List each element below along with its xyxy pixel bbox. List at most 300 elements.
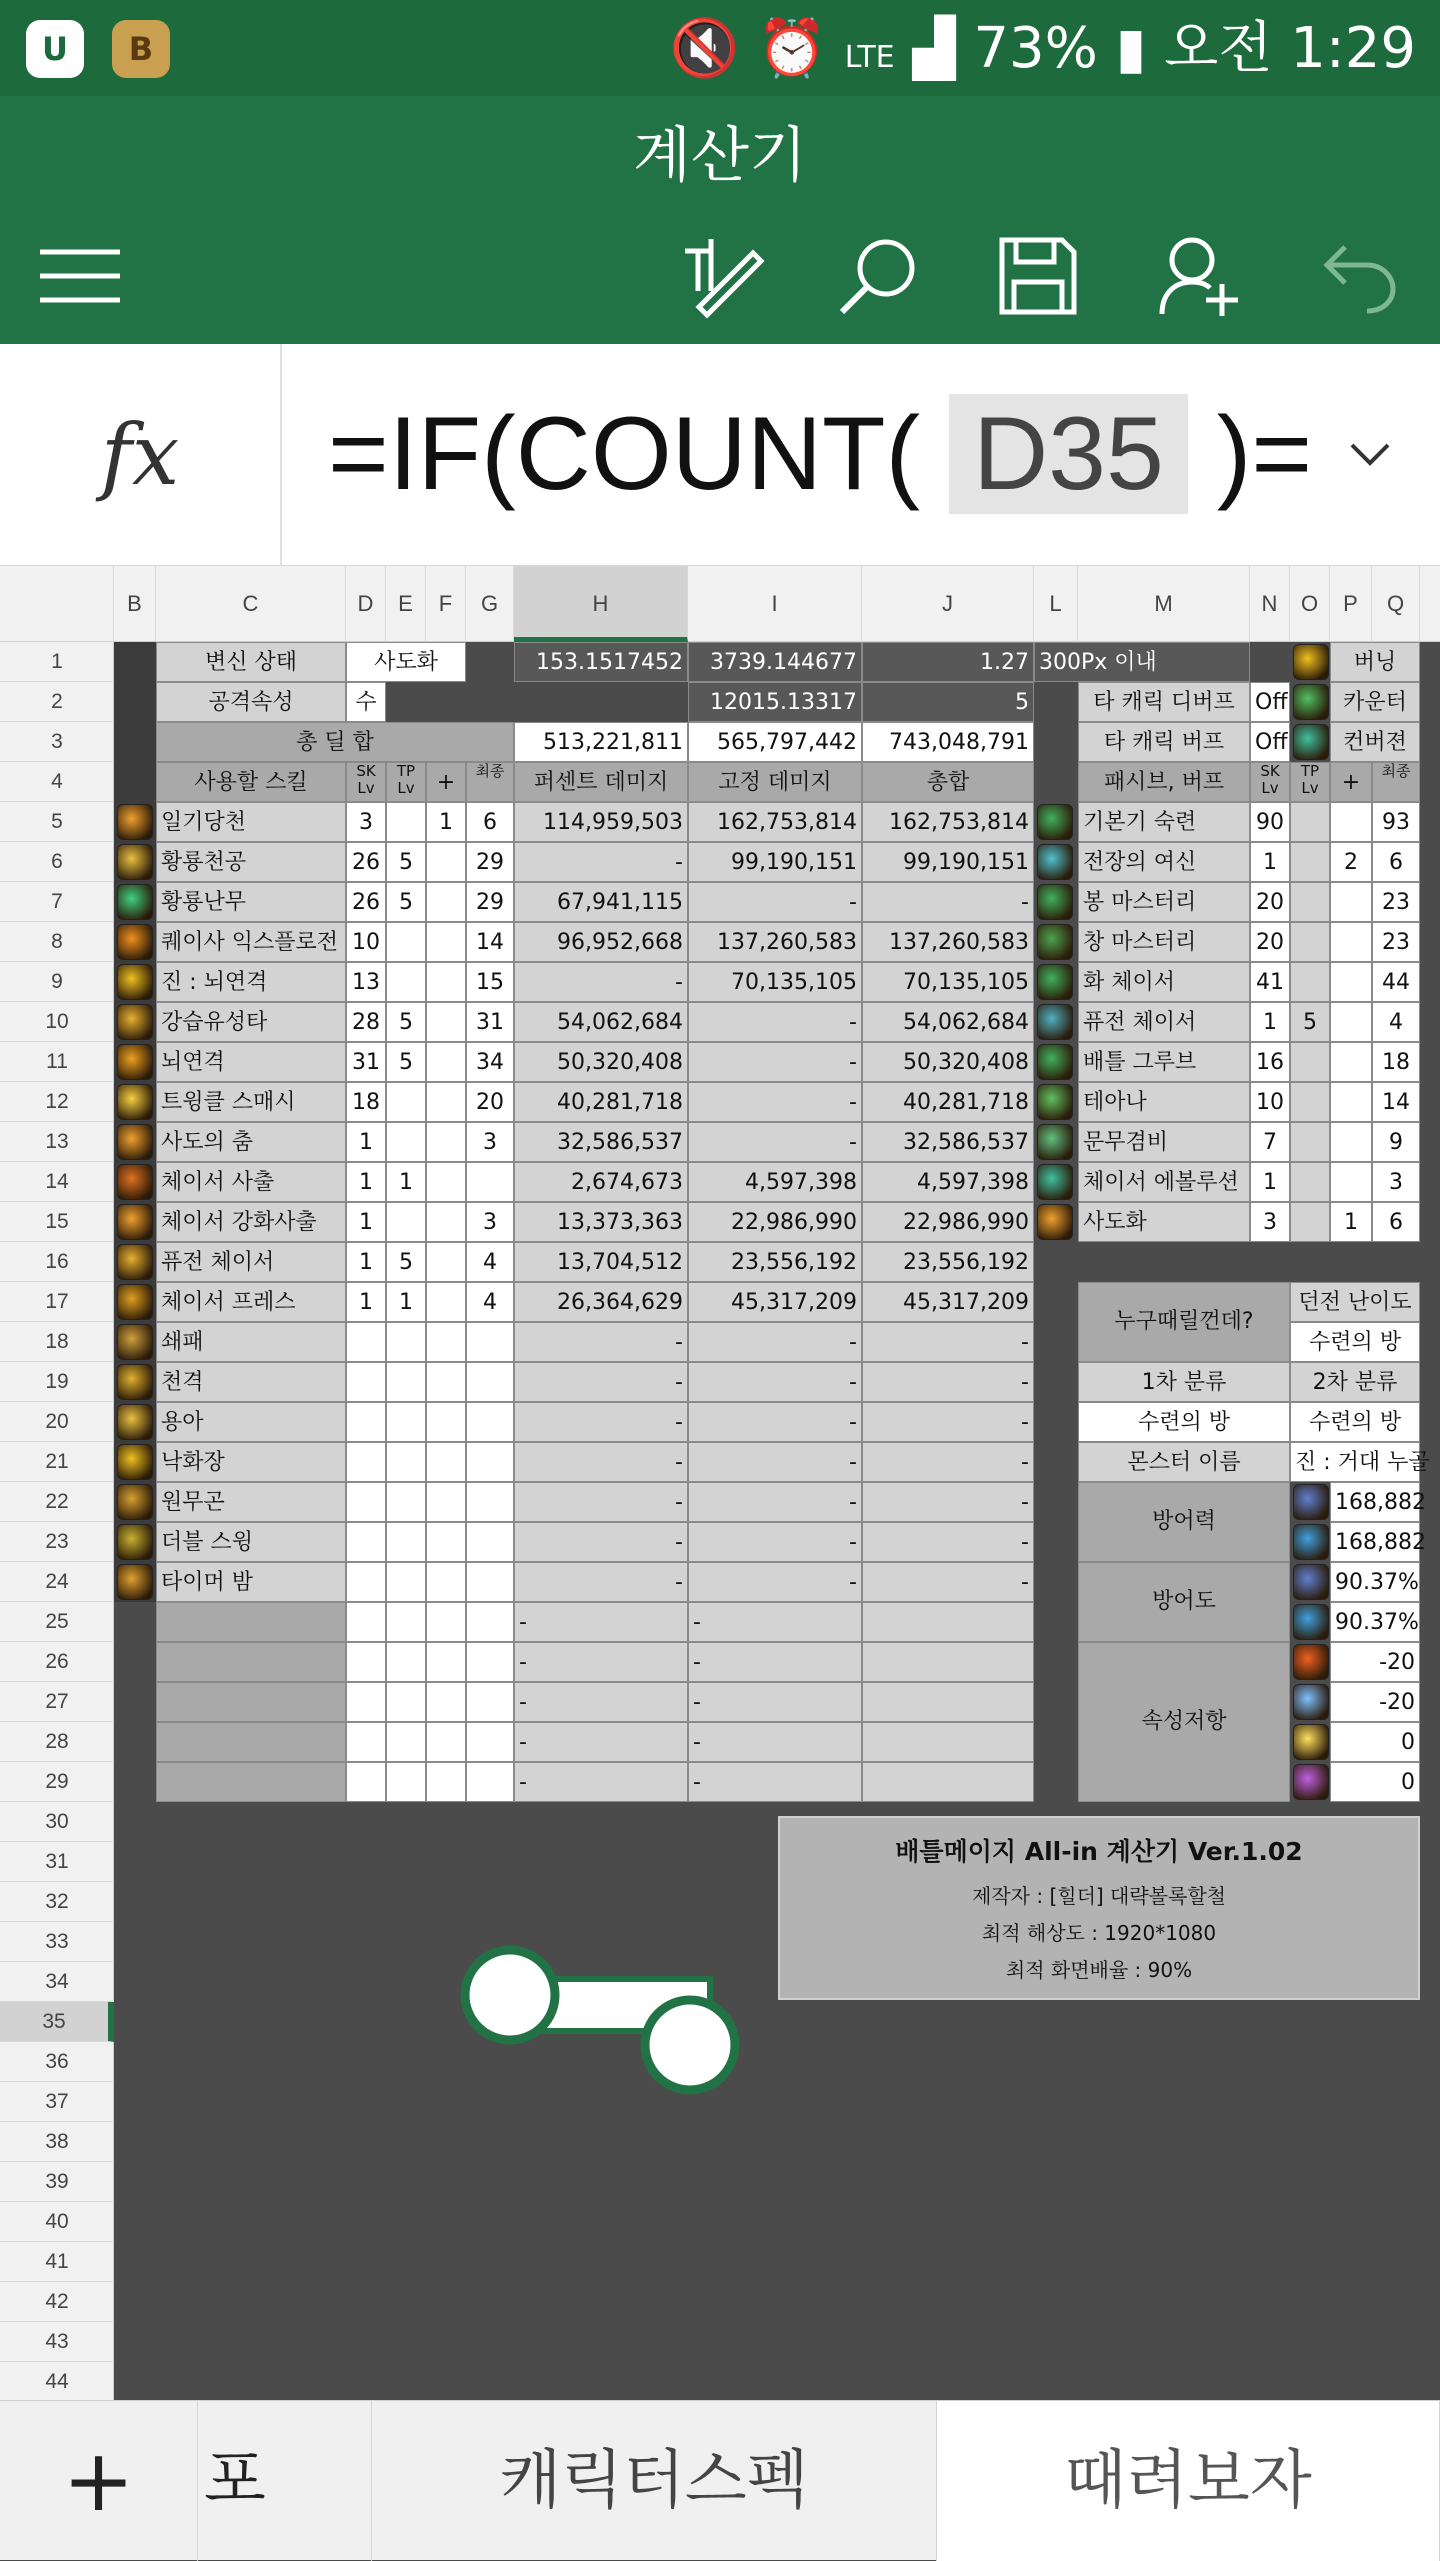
passive-sk-level[interactable]: 20	[1250, 882, 1290, 922]
skill-total-damage[interactable]: 70,135,105	[862, 962, 1034, 1002]
skill-percent-damage[interactable]: -	[514, 1562, 688, 1602]
row-header-41[interactable]: 41	[0, 2242, 114, 2282]
skill-final[interactable]: 20	[466, 1082, 514, 1122]
empty-cell[interactable]	[386, 1682, 426, 1722]
row-header-1[interactable]: 1	[0, 642, 114, 682]
row-header-6[interactable]: 6	[0, 842, 114, 882]
skill-name[interactable]: 체이서 프레스	[156, 1282, 346, 1322]
passive-tp-level[interactable]: 5	[1290, 1002, 1330, 1042]
debuff-label[interactable]: 타 캐릭 디버프	[1078, 682, 1250, 722]
skill-total-damage[interactable]: 137,260,583	[862, 922, 1034, 962]
passive-name[interactable]: 퓨전 체이서	[1078, 1002, 1250, 1042]
passive-plus[interactable]: 1	[1330, 1202, 1372, 1242]
target-question[interactable]: 누구때릴껀데?	[1078, 1282, 1290, 1362]
physical-defense-rate-value[interactable]: 90.37%	[1330, 1562, 1420, 1602]
skill-name[interactable]: 쇄패	[156, 1322, 346, 1362]
skill-tp-level[interactable]	[386, 1362, 426, 1402]
skill-final[interactable]: 6	[466, 802, 514, 842]
skill-fixed-damage[interactable]: -	[688, 1082, 862, 1122]
skill-plus[interactable]	[426, 882, 466, 922]
skill-fixed-damage[interactable]: -	[688, 1522, 862, 1562]
skill-plus[interactable]	[426, 1202, 466, 1242]
total-damage[interactable]: 743,048,791	[862, 722, 1034, 762]
skill-fixed-damage[interactable]: -	[688, 1002, 862, 1042]
empty-fixed[interactable]: -	[688, 1682, 862, 1722]
empty-fixed[interactable]: -	[688, 1722, 862, 1762]
passive-plus[interactable]	[1330, 1002, 1372, 1042]
skill-total-damage[interactable]: 50,320,408	[862, 1042, 1034, 1082]
passive-sk-level[interactable]: 41	[1250, 962, 1290, 1002]
skill-percent-damage[interactable]: 96,952,668	[514, 922, 688, 962]
passive-final[interactable]: 18	[1372, 1042, 1420, 1082]
cell-i2[interactable]: 12015.13317	[688, 682, 862, 722]
skill-total-damage[interactable]: -	[862, 1482, 1034, 1522]
skill-plus[interactable]: 1	[426, 802, 466, 842]
empty-percent[interactable]: -	[514, 1722, 688, 1762]
row-header-2[interactable]: 2	[0, 682, 114, 722]
skill-total-damage[interactable]: -	[862, 1402, 1034, 1442]
passive-plus[interactable]	[1330, 1122, 1372, 1162]
fire-resist-value[interactable]: -20	[1330, 1642, 1420, 1682]
passive-name[interactable]: 사도화	[1078, 1202, 1250, 1242]
column-header-g[interactable]: G	[466, 566, 514, 642]
physical-defense-value[interactable]: 168,882	[1330, 1482, 1420, 1522]
skill-tp-level[interactable]: 5	[386, 1042, 426, 1082]
passive-final[interactable]: 23	[1372, 922, 1420, 962]
skill-sk-level[interactable]: 31	[346, 1042, 386, 1082]
skill-name[interactable]: 사도의 춤	[156, 1122, 346, 1162]
skill-plus[interactable]	[426, 1042, 466, 1082]
skill-sk-level[interactable]: 26	[346, 882, 386, 922]
skill-fixed-damage[interactable]: -	[688, 1562, 862, 1602]
skill-total-damage[interactable]: 99,190,151	[862, 842, 1034, 882]
passive-sk-level[interactable]: 20	[1250, 922, 1290, 962]
row-header-18[interactable]: 18	[0, 1322, 114, 1362]
row-header-10[interactable]: 10	[0, 1002, 114, 1042]
row-header-5[interactable]: 5	[0, 802, 114, 842]
row-header-43[interactable]: 43	[0, 2322, 114, 2362]
defense-rate-label[interactable]: 방어도	[1078, 1562, 1290, 1642]
empty-skill[interactable]	[156, 1602, 346, 1642]
passive-plus[interactable]: 2	[1330, 842, 1372, 882]
passive-sk-level[interactable]: 90	[1250, 802, 1290, 842]
skill-plus[interactable]	[426, 1082, 466, 1122]
passive-final[interactable]: 9	[1372, 1122, 1420, 1162]
column-header-h[interactable]: H	[514, 566, 688, 642]
empty-cell[interactable]	[386, 1642, 426, 1682]
passive-tp-level[interactable]	[1290, 962, 1330, 1002]
row-header-34[interactable]: 34	[0, 1962, 114, 2002]
search-icon[interactable]	[818, 216, 938, 336]
skill-final[interactable]: 4	[466, 1282, 514, 1322]
skill-sk-level[interactable]	[346, 1322, 386, 1362]
transform-status-label[interactable]: 변신 상태	[156, 642, 346, 682]
passive-sk-header[interactable]: SK Lv	[1250, 762, 1290, 802]
light-resist-value[interactable]: 0	[1330, 1722, 1420, 1762]
magic-defense-value[interactable]: 168,882	[1330, 1522, 1420, 1562]
column-header-m[interactable]: M	[1078, 566, 1250, 642]
distance-label[interactable]: 300Px 이내	[1034, 642, 1250, 682]
skill-total-damage[interactable]: -	[862, 1522, 1034, 1562]
column-header-b[interactable]: B	[114, 566, 156, 642]
skill-plus[interactable]	[426, 1282, 466, 1322]
skill-percent-damage[interactable]: 114,959,503	[514, 802, 688, 842]
skill-final[interactable]	[466, 1322, 514, 1362]
cell-j1[interactable]: 1.27	[862, 642, 1034, 682]
passive-sk-level[interactable]: 1	[1250, 1162, 1290, 1202]
skill-fixed-damage[interactable]: 45,317,209	[688, 1282, 862, 1322]
skill-header[interactable]: 사용할 스킬	[156, 762, 346, 802]
skill-plus[interactable]	[426, 842, 466, 882]
passive-final[interactable]: 6	[1372, 1202, 1420, 1242]
column-header-p[interactable]: P	[1330, 566, 1372, 642]
skill-name[interactable]: 용아	[156, 1402, 346, 1442]
skill-plus[interactable]	[426, 1162, 466, 1202]
row-header-22[interactable]: 22	[0, 1482, 114, 1522]
row-header-15[interactable]: 15	[0, 1202, 114, 1242]
row-header-28[interactable]: 28	[0, 1722, 114, 1762]
skill-total-damage[interactable]: -	[862, 1562, 1034, 1602]
skill-name[interactable]: 체이서 강화사출	[156, 1202, 346, 1242]
skill-total-damage[interactable]: 4,597,398	[862, 1162, 1034, 1202]
category2-value[interactable]: 수련의 방	[1290, 1402, 1420, 1442]
row-header-23[interactable]: 23	[0, 1522, 114, 1562]
empty-skill[interactable]	[156, 1682, 346, 1722]
empty-fixed[interactable]: -	[688, 1642, 862, 1682]
skill-sk-level[interactable]	[346, 1402, 386, 1442]
empty-cell[interactable]	[386, 1602, 426, 1642]
skill-tp-level[interactable]	[386, 1482, 426, 1522]
category2-label[interactable]: 2차 분류	[1290, 1362, 1420, 1402]
skill-final[interactable]: 29	[466, 882, 514, 922]
skill-percent-damage[interactable]: 40,281,718	[514, 1082, 688, 1122]
empty-cell[interactable]	[426, 1722, 466, 1762]
skill-final[interactable]	[466, 1482, 514, 1522]
skill-percent-damage[interactable]: 13,704,512	[514, 1242, 688, 1282]
passive-sk-level[interactable]: 7	[1250, 1122, 1290, 1162]
total-percent-damage[interactable]: 513,221,811	[514, 722, 688, 762]
row-header-13[interactable]: 13	[0, 1122, 114, 1162]
passive-tp-level[interactable]	[1290, 922, 1330, 962]
skill-percent-damage[interactable]: 26,364,629	[514, 1282, 688, 1322]
row-header-44[interactable]: 44	[0, 2362, 114, 2402]
skill-sk-level[interactable]	[346, 1442, 386, 1482]
passive-sk-level[interactable]: 16	[1250, 1042, 1290, 1082]
row-header-32[interactable]: 32	[0, 1882, 114, 1922]
skill-fixed-damage[interactable]: -	[688, 1042, 862, 1082]
skill-final[interactable]: 4	[466, 1242, 514, 1282]
row-header-3[interactable]: 3	[0, 722, 114, 762]
row-header-14[interactable]: 14	[0, 1162, 114, 1202]
skill-percent-damage[interactable]: 32,586,537	[514, 1122, 688, 1162]
skill-percent-damage[interactable]: -	[514, 1522, 688, 1562]
empty-percent[interactable]: -	[514, 1682, 688, 1722]
skill-name[interactable]: 타이머 밤	[156, 1562, 346, 1602]
skill-sk-level[interactable]: 26	[346, 842, 386, 882]
row-header-26[interactable]: 26	[0, 1642, 114, 1682]
skill-fixed-damage[interactable]: 162,753,814	[688, 802, 862, 842]
empty-cell[interactable]	[386, 1762, 426, 1802]
skill-fixed-damage[interactable]: -	[688, 882, 862, 922]
empty-cell[interactable]	[466, 1682, 514, 1722]
skill-tp-level[interactable]	[386, 1522, 426, 1562]
total-header[interactable]: 총합	[862, 762, 1034, 802]
skill-tp-level[interactable]	[386, 1122, 426, 1162]
skill-plus[interactable]	[426, 1402, 466, 1442]
skill-percent-damage[interactable]: 13,373,363	[514, 1202, 688, 1242]
skill-name[interactable]: 황룡천공	[156, 842, 346, 882]
skill-tp-level[interactable]	[386, 1082, 426, 1122]
passive-plus[interactable]	[1330, 962, 1372, 1002]
row-header-38[interactable]: 38	[0, 2122, 114, 2162]
selection-handles[interactable]	[460, 1945, 760, 2105]
skill-fixed-damage[interactable]: 23,556,192	[688, 1242, 862, 1282]
skill-tp-level[interactable]	[386, 1402, 426, 1442]
empty-percent[interactable]: -	[514, 1602, 688, 1642]
skill-sk-level[interactable]: 1	[346, 1162, 386, 1202]
total-damage-label[interactable]: 총 딜 합	[156, 722, 514, 762]
row-header-24[interactable]: 24	[0, 1562, 114, 1602]
skill-tp-level[interactable]: 1	[386, 1282, 426, 1322]
skill-sk-level[interactable]	[346, 1482, 386, 1522]
skill-tp-level[interactable]	[386, 922, 426, 962]
skill-total-damage[interactable]: -	[862, 1442, 1034, 1482]
row-header-30[interactable]: 30	[0, 1802, 114, 1842]
magic-defense-rate-value[interactable]: 90.37%	[1330, 1602, 1420, 1642]
row-header-4[interactable]: 4	[0, 762, 114, 802]
transform-status-value[interactable]: 사도화	[346, 642, 466, 682]
row-header-27[interactable]: 27	[0, 1682, 114, 1722]
total-fixed-damage[interactable]: 565,797,442	[688, 722, 862, 762]
skill-final[interactable]	[466, 1522, 514, 1562]
row-header-37[interactable]: 37	[0, 2082, 114, 2122]
passive-sk-level[interactable]: 1	[1250, 842, 1290, 882]
passive-tp-header[interactable]: TP Lv	[1290, 762, 1330, 802]
skill-total-damage[interactable]: 22,986,990	[862, 1202, 1034, 1242]
passive-sk-level[interactable]: 1	[1250, 1002, 1290, 1042]
skill-fixed-damage[interactable]: -	[688, 1402, 862, 1442]
skill-name[interactable]: 낙화장	[156, 1442, 346, 1482]
skill-tp-level[interactable]: 5	[386, 1002, 426, 1042]
empty-percent[interactable]: -	[514, 1642, 688, 1682]
passive-tp-level[interactable]	[1290, 1122, 1330, 1162]
skill-name[interactable]: 천격	[156, 1362, 346, 1402]
passive-tp-level[interactable]	[1290, 882, 1330, 922]
empty-total[interactable]	[862, 1642, 1034, 1682]
column-header-j[interactable]: J	[862, 566, 1034, 642]
skill-name[interactable]: 뇌연격	[156, 1042, 346, 1082]
cell-j2[interactable]: 5	[862, 682, 1034, 722]
draw-icon[interactable]	[662, 216, 782, 336]
passive-tp-level[interactable]	[1290, 1042, 1330, 1082]
skill-percent-damage[interactable]: -	[514, 842, 688, 882]
share-icon[interactable]	[1140, 216, 1260, 336]
skill-name[interactable]: 퓨전 체이서	[156, 1242, 346, 1282]
skill-final[interactable]: 15	[466, 962, 514, 1002]
passive-name[interactable]: 테아나	[1078, 1082, 1250, 1122]
column-header-n[interactable]: N	[1250, 566, 1290, 642]
passive-tp-level[interactable]	[1290, 802, 1330, 842]
dark-resist-value[interactable]: 0	[1330, 1762, 1420, 1802]
passive-name[interactable]: 화 체이서	[1078, 962, 1250, 1002]
skill-plus[interactable]	[426, 1242, 466, 1282]
skill-fixed-damage[interactable]: -	[688, 1122, 862, 1162]
column-header-i[interactable]: I	[688, 566, 862, 642]
row-header-35[interactable]: 35	[0, 2002, 114, 2042]
formula-input[interactable]	[328, 394, 1312, 514]
final-header[interactable]: 최종	[466, 762, 514, 802]
column-header-e[interactable]: E	[386, 566, 426, 642]
skill-final[interactable]: 34	[466, 1042, 514, 1082]
sheet-tab-hit-test[interactable]: 때려보자	[937, 2401, 1440, 2561]
empty-total[interactable]	[862, 1602, 1034, 1642]
skill-percent-damage[interactable]: -	[514, 1362, 688, 1402]
column-header-d[interactable]: D	[346, 566, 386, 642]
row-header-36[interactable]: 36	[0, 2042, 114, 2082]
sheet-tab-partial[interactable]: 포	[198, 2401, 372, 2561]
empty-percent[interactable]: -	[514, 1762, 688, 1802]
skill-plus[interactable]	[426, 1362, 466, 1402]
buff-label[interactable]: 타 캐릭 버프	[1078, 722, 1250, 762]
empty-cell[interactable]	[466, 1722, 514, 1762]
passive-plus[interactable]	[1330, 922, 1372, 962]
skill-total-damage[interactable]: 54,062,684	[862, 1002, 1034, 1042]
passive-name[interactable]: 체이서 에볼루션	[1078, 1162, 1250, 1202]
sk-level-header[interactable]: SK Lv	[346, 762, 386, 802]
skill-plus[interactable]	[426, 1442, 466, 1482]
chevron-down-icon[interactable]	[1330, 414, 1410, 494]
skill-name[interactable]: 원무곤	[156, 1482, 346, 1522]
defense-label[interactable]: 방어력	[1078, 1482, 1290, 1562]
monster-name-value[interactable]: 진 : 거대 누골	[1290, 1442, 1420, 1482]
row-header-20[interactable]: 20	[0, 1402, 114, 1442]
skill-tp-level[interactable]	[386, 1322, 426, 1362]
skill-name[interactable]: 황룡난무	[156, 882, 346, 922]
cell-h1[interactable]: 153.1517452	[514, 642, 688, 682]
monster-name-label[interactable]: 몬스터 이름	[1078, 1442, 1290, 1482]
empty-cell[interactable]	[426, 1762, 466, 1802]
skill-tp-level[interactable]	[386, 1562, 426, 1602]
menu-icon[interactable]	[20, 216, 140, 336]
row-header-19[interactable]: 19	[0, 1362, 114, 1402]
passive-final[interactable]: 4	[1372, 1002, 1420, 1042]
skill-final[interactable]: 29	[466, 842, 514, 882]
skill-name[interactable]: 체이서 사출	[156, 1162, 346, 1202]
skill-sk-level[interactable]: 3	[346, 802, 386, 842]
row-header-17[interactable]: 17	[0, 1282, 114, 1322]
cell-i1[interactable]: 3739.144677	[688, 642, 862, 682]
skill-plus[interactable]	[426, 1562, 466, 1602]
skill-total-damage[interactable]: 32,586,537	[862, 1122, 1034, 1162]
skill-fixed-damage[interactable]: -	[688, 1322, 862, 1362]
skill-tp-level[interactable]: 5	[386, 1242, 426, 1282]
row-header-21[interactable]: 21	[0, 1442, 114, 1482]
skill-percent-damage[interactable]: 50,320,408	[514, 1042, 688, 1082]
passive-plus[interactable]	[1330, 802, 1372, 842]
row-header-11[interactable]: 11	[0, 1042, 114, 1082]
counter-label[interactable]: 카운터	[1330, 682, 1420, 722]
plus-header[interactable]: +	[426, 762, 466, 802]
passive-final[interactable]: 3	[1372, 1162, 1420, 1202]
passive-plus[interactable]	[1330, 1162, 1372, 1202]
row-header-39[interactable]: 39	[0, 2162, 114, 2202]
row-header-33[interactable]: 33	[0, 1922, 114, 1962]
column-header-f[interactable]: F	[426, 566, 466, 642]
row-header-25[interactable]: 25	[0, 1602, 114, 1642]
column-header-l[interactable]: L	[1034, 566, 1078, 642]
skill-plus[interactable]	[426, 922, 466, 962]
skill-percent-damage[interactable]: -	[514, 962, 688, 1002]
passive-final[interactable]: 93	[1372, 802, 1420, 842]
skill-sk-level[interactable]	[346, 1562, 386, 1602]
empty-cell[interactable]	[426, 1602, 466, 1642]
empty-total[interactable]	[862, 1762, 1034, 1802]
attack-element-label[interactable]: 공격속성	[156, 682, 346, 722]
skill-final[interactable]	[466, 1362, 514, 1402]
ice-resist-value[interactable]: -20	[1330, 1682, 1420, 1722]
skill-total-damage[interactable]: 162,753,814	[862, 802, 1034, 842]
skill-name[interactable]: 일기당천	[156, 802, 346, 842]
fx-button[interactable]: fx	[0, 344, 282, 566]
empty-cell[interactable]	[466, 1642, 514, 1682]
skill-final[interactable]: 14	[466, 922, 514, 962]
empty-cell[interactable]	[466, 1762, 514, 1802]
skill-percent-damage[interactable]: -	[514, 1402, 688, 1442]
skill-percent-damage[interactable]: -	[514, 1322, 688, 1362]
empty-cell[interactable]	[426, 1682, 466, 1722]
skill-fixed-damage[interactable]: 22,986,990	[688, 1202, 862, 1242]
passive-name[interactable]: 봉 마스터리	[1078, 882, 1250, 922]
row-header-9[interactable]: 9	[0, 962, 114, 1002]
skill-fixed-damage[interactable]: -	[688, 1362, 862, 1402]
skill-percent-damage[interactable]: 67,941,115	[514, 882, 688, 922]
empty-total[interactable]	[862, 1682, 1034, 1722]
passive-final[interactable]: 14	[1372, 1082, 1420, 1122]
row-header-12[interactable]: 12	[0, 1082, 114, 1122]
skill-plus[interactable]	[426, 1482, 466, 1522]
skill-fixed-damage[interactable]: 137,260,583	[688, 922, 862, 962]
skill-total-damage[interactable]: 45,317,209	[862, 1282, 1034, 1322]
skill-final[interactable]	[466, 1562, 514, 1602]
skill-sk-level[interactable]: 28	[346, 1002, 386, 1042]
column-header-c[interactable]: C	[156, 566, 346, 642]
skill-total-damage[interactable]: -	[862, 882, 1034, 922]
skill-tp-level[interactable]	[386, 1442, 426, 1482]
skill-tp-level[interactable]: 5	[386, 842, 426, 882]
passive-plus[interactable]	[1330, 882, 1372, 922]
passive-final-header[interactable]: 최종	[1372, 762, 1420, 802]
element-resist-label[interactable]: 속성저항	[1078, 1642, 1290, 1802]
dungeon-difficulty-value[interactable]: 수련의 방	[1290, 1322, 1420, 1362]
passive-plus[interactable]	[1330, 1042, 1372, 1082]
empty-cell[interactable]	[346, 1762, 386, 1802]
row-header-42[interactable]: 42	[0, 2282, 114, 2322]
empty-cell[interactable]	[346, 1682, 386, 1722]
skill-sk-level[interactable]: 18	[346, 1082, 386, 1122]
empty-fixed[interactable]: -	[688, 1602, 862, 1642]
passive-tp-level[interactable]	[1290, 1082, 1330, 1122]
save-icon[interactable]	[978, 216, 1098, 336]
undo-icon[interactable]	[1300, 216, 1420, 336]
column-header-q[interactable]: Q	[1372, 566, 1420, 642]
debuff-value[interactable]: Off	[1250, 682, 1290, 722]
passive-header[interactable]: 패시브, 버프	[1078, 762, 1250, 802]
skill-tp-level[interactable]	[386, 1202, 426, 1242]
skill-final[interactable]	[466, 1162, 514, 1202]
passive-name[interactable]: 문무겸비	[1078, 1122, 1250, 1162]
percent-damage-header[interactable]: 퍼센트 데미지	[514, 762, 688, 802]
fixed-damage-header[interactable]: 고정 데미지	[688, 762, 862, 802]
